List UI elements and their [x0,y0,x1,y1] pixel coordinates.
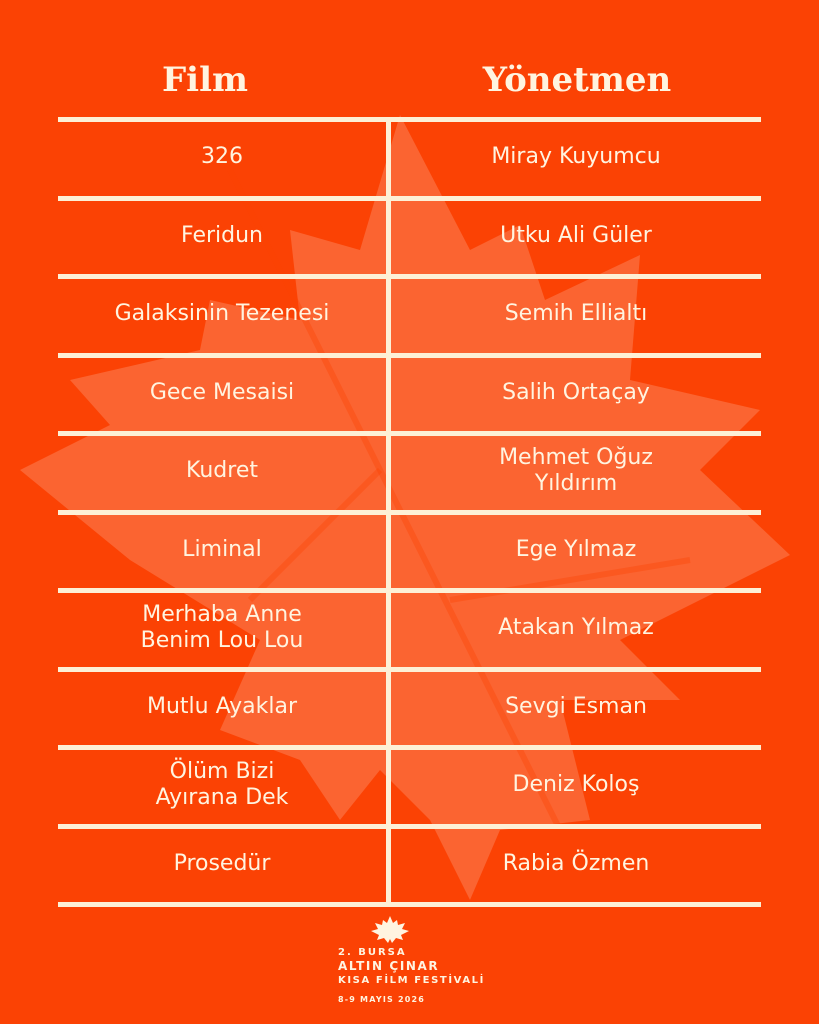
director-name: Miray Kuyumcu [491,143,661,169]
director-name: Salih Ortaçay [502,379,650,405]
film-title: Feridun [181,222,263,248]
director-name: Semih Ellialtı [504,300,648,326]
table-row [58,277,761,350]
film-title: Merhaba Anne Benim Lou Lou [140,601,304,653]
table-row [58,199,761,272]
column-header-film: Film [162,60,248,100]
film-title: Ölüm Bizi Ayırana Dek [155,758,289,810]
director-name: Sevgi Esman [505,693,647,719]
logo-subtitle: KISA FİLM FESTİVALİ [338,975,485,986]
plane-leaf-icon [370,915,410,945]
director-name: Rabia Özmen [502,850,650,876]
logo-dates: 8-9 MAYIS 2026 [338,995,426,1004]
director-name: Utku Ali Güler [500,222,652,248]
film-title: Mutlu Ayaklar [146,693,298,719]
table-row [58,434,761,507]
table-row [58,748,761,821]
film-title: Liminal [182,536,262,562]
film-title: Gece Mesaisi [149,379,295,405]
logo-edition: 2. BURSA [338,947,407,958]
director-name: Deniz Koloş [512,771,640,797]
director-name: Mehmet Oğuz Yıldırım [499,444,653,496]
table-row [58,356,761,429]
table-row [58,120,761,193]
film-title: 326 [201,143,243,169]
column-header-director: Yönetmen [482,60,672,100]
film-title: Galaksinin Tezenesi [114,300,330,326]
table-row [58,591,761,664]
film-title: Prosedür [173,850,271,876]
table-row [58,827,761,900]
table-row [58,670,761,743]
table-row [58,513,761,586]
director-name: Atakan Yılmaz [498,614,654,640]
director-name: Ege Yılmaz [515,536,637,562]
festival-logo [300,915,520,1015]
film-title: Kudret [186,457,258,483]
row-divider [58,902,761,907]
logo-title: ALTIN ÇINAR [338,959,440,973]
